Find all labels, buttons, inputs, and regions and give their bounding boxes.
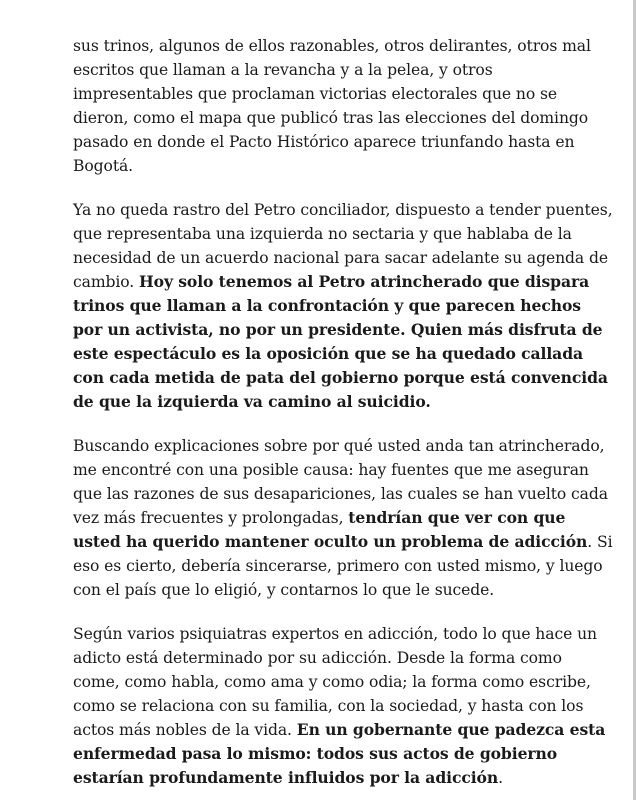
paragraph-3-bold: tendrían que ver con que usted ha querido mantener oculto un problema de adicción [73,508,588,551]
paragraph-4-bold: En un gobernante que padezca esta enfermedad pasa lo mismo: todos sus actos de gobierno estarían profundamente influidos por la adicción [73,720,606,787]
article-body [73,34,613,810]
paragraph-2-text: Ya no queda rastro del Petro conciliador, dispuesto a tender puentes, que representaba una izquierda no sectaria y que hablaba de la necesidad de un acuerdo nacional para sacar adelante su agenda de cambio. [73,201,613,291]
paragraph-4 [73,622,613,790]
paragraph-4-text-b: . [498,769,503,787]
paragraph-3-text-b: . Si eso es cierto, debería sincerarse, primero con usted mismo, y luego con el país que lo eligió, y contarnos lo que le sucede. [73,533,613,599]
paragraph-1-text: sus trinos, algunos de ellos razonables, otros delirantes, otros mal escritos que llaman a la revancha y a la pelea, y otros impresentables que proclaman victorias electorales que no se dieron, como el mapa que publicó tras las elecciones del domingo pasado en donde el Pacto Histórico aparece triunfando hasta en Bogotá. [73,37,591,175]
paragraph-2-bold: Hoy solo tenemos al Petro atrincherado que dispara trinos que llaman a la confrontación y que parecen hechos por un activista, no por un presidente. Quien más disfruta de este espectáculo es la oposición que se ha quedado callada con cada metida de pata del gobierno porque está convencida de que la izquierda va camino al suicidio. [73,272,608,411]
paragraph-4-text-a: Según varios psiquiatras expertos en adicción, todo lo que hace un adicto está determinado por su adicción. Desde la forma como come, como habla, como ama y como odia; la forma como escribe, como se relaciona con su familia, con la sociedad, y hasta con los actos más nobles de la vida. [73,625,597,739]
paragraph-3 [73,434,613,602]
paragraph-3-text-a: Buscando explicaciones sobre por qué usted anda tan atrincherado, me encontré con una posible causa: hay fuentes que me aseguran que las razones de sus desapariciones, las cuales se han vuelto cada vez más frecuentes y prolongadas, [73,437,608,527]
paragraph-2 [73,198,613,414]
paragraph-1 [73,34,613,178]
